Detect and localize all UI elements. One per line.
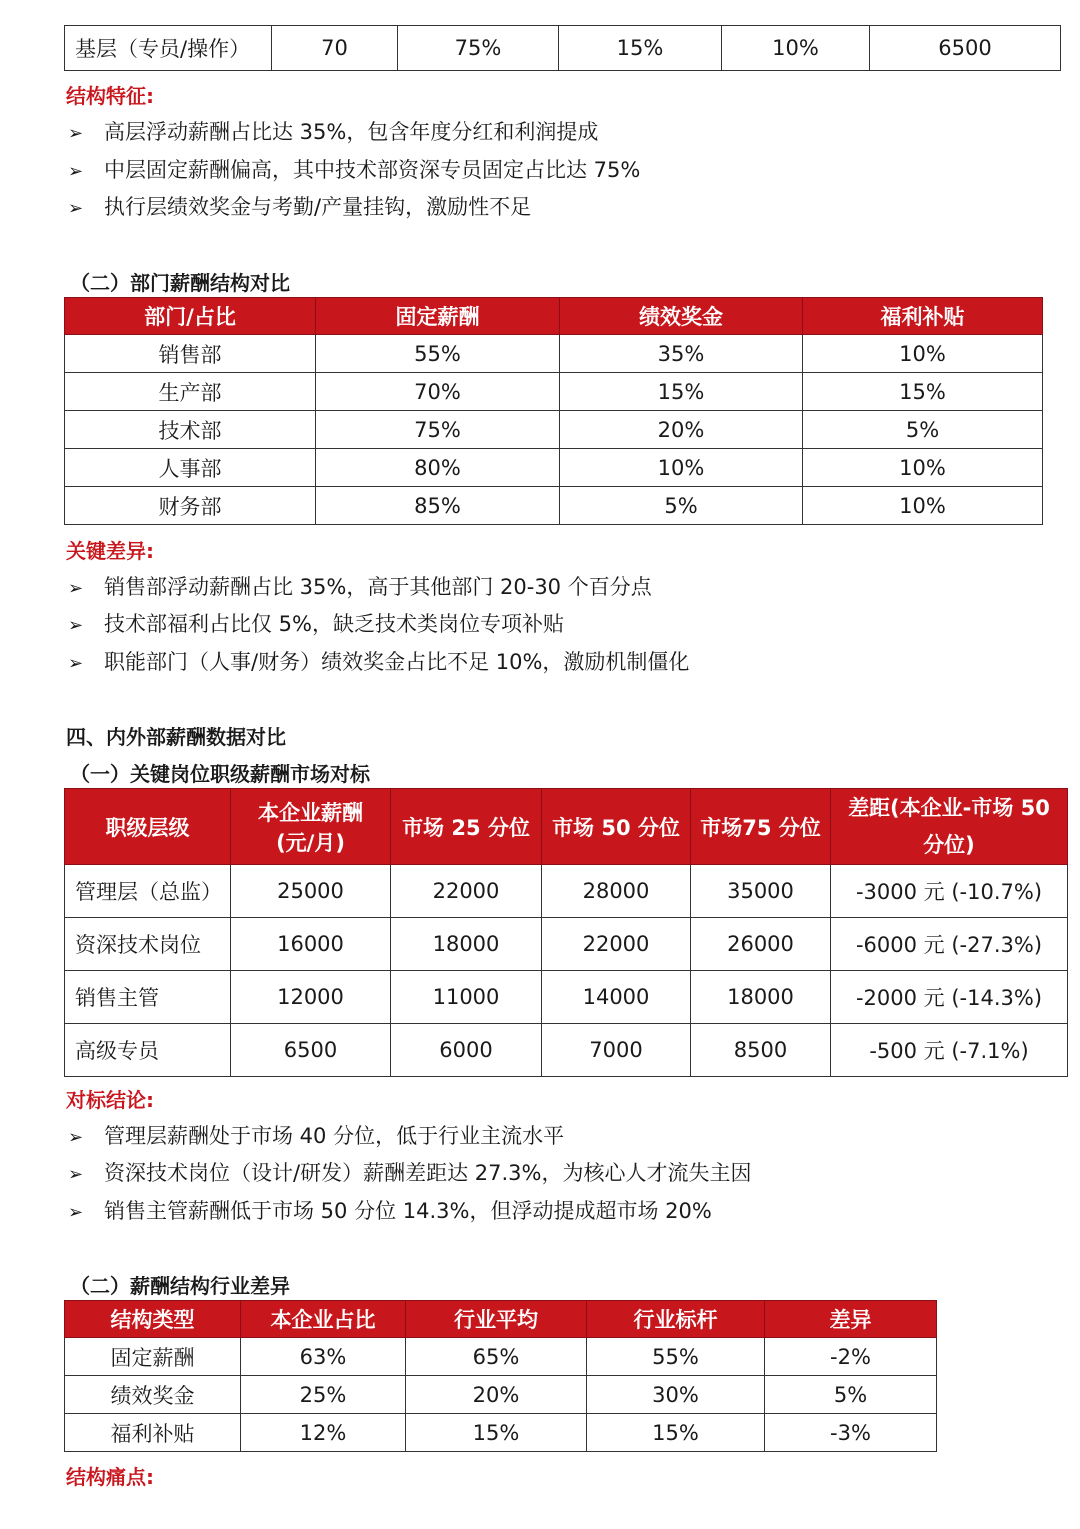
arrow-icon: ➢ [68, 123, 84, 144]
header-cell: 市场 25 分位 [391, 789, 542, 865]
cell: -6000 元 (-27.3%) [831, 918, 1068, 971]
cell: 销售主管 [65, 971, 231, 1024]
cell: 技术部 [65, 411, 316, 449]
arrow-icon: ➢ [68, 198, 84, 219]
cell: 75% [398, 26, 559, 71]
cell: 18000 [391, 918, 542, 971]
cell: -2% [765, 1338, 937, 1376]
table-row [65, 1376, 937, 1414]
structure-features-label: 结构特征: [66, 84, 154, 108]
cell: 10% [560, 449, 803, 487]
market-table [64, 788, 1068, 1077]
table-row [65, 1338, 937, 1376]
cell: 15% [587, 1414, 765, 1452]
header-cell: 市场 50 分位 [542, 789, 691, 865]
cell: 55% [587, 1338, 765, 1376]
cell: 基层（专员/操作） [65, 26, 272, 71]
cell: 人事部 [65, 449, 316, 487]
table-row [65, 26, 1061, 71]
header-cell: 福利补贴 [803, 298, 1043, 335]
cell: 22000 [542, 918, 691, 971]
cell: 绩效奖金 [65, 1376, 241, 1414]
cell: 生产部 [65, 373, 316, 411]
header-cell: 部门/占比 [65, 298, 316, 335]
header-cell: 市场75 分位 [691, 789, 831, 865]
header-cell: 行业标杆 [587, 1301, 765, 1338]
table-header [65, 298, 1043, 335]
cell: 35% [560, 335, 803, 373]
list-item: ➢ 资深技术岗位（设计/研发）薪酬差距达 27.3%，为核心人才流失主因 [68, 1161, 752, 1185]
benchmark-conclusion-label: 对标结论: [66, 1088, 154, 1112]
cell: 70% [316, 373, 560, 411]
cell: -2000 元 (-14.3%) [831, 971, 1068, 1024]
cell: 75% [316, 411, 560, 449]
cell: 8500 [691, 1024, 831, 1077]
list-item: ➢ 执行层绩效奖金与考勤/产量挂钩，激励性不足 [68, 195, 532, 219]
list-item: ➢ 技术部福利占比仅 5%，缺乏技术类岗位专项补贴 [68, 612, 564, 636]
header-cell: 本企业薪酬 (元/月) [231, 789, 391, 865]
arrow-icon: ➢ [68, 1202, 84, 1223]
cell: 福利补贴 [65, 1414, 241, 1452]
cell: 25000 [231, 865, 391, 918]
cell: 25% [241, 1376, 406, 1414]
cell: 资深技术岗位 [65, 918, 231, 971]
header-cell: 行业平均 [406, 1301, 587, 1338]
header-cell: 本企业占比 [241, 1301, 406, 1338]
cell: 10% [803, 449, 1043, 487]
header-cell: 结构类型 [65, 1301, 241, 1338]
list-item: ➢ 管理层薪酬处于市场 40 分位，低于行业主流水平 [68, 1124, 565, 1148]
table-header [65, 1301, 937, 1338]
cell: 70 [272, 26, 398, 71]
header-cell: 绩效奖金 [560, 298, 803, 335]
header-cell: 差距(本企业-市场 50 分位) [831, 789, 1068, 865]
table-row [65, 487, 1043, 525]
cell: 10% [722, 26, 870, 71]
cell: 30% [587, 1376, 765, 1414]
cell: 14000 [542, 971, 691, 1024]
arrow-icon: ➢ [68, 1164, 84, 1185]
cell: 63% [241, 1338, 406, 1376]
list-item: ➢ 高层浮动薪酬占比达 35%，包含年度分红和利润提成 [68, 120, 599, 144]
cell: 80% [316, 449, 560, 487]
cell: 5% [560, 487, 803, 525]
table-row [65, 373, 1043, 411]
key-differences-label: 关键差异: [66, 539, 154, 563]
cell: 20% [406, 1376, 587, 1414]
structure-pain-points-label: 结构痛点: [66, 1465, 154, 1489]
list-item: ➢ 销售部浮动薪酬占比 35%，高于其他部门 20-30 个百分点 [68, 575, 652, 599]
cell: 5% [803, 411, 1043, 449]
arrow-icon: ➢ [68, 578, 84, 599]
industry-section-title: （二）薪酬结构行业差异 [70, 1274, 290, 1298]
cell: 12000 [231, 971, 391, 1024]
cell: 10% [803, 335, 1043, 373]
cell: 20% [560, 411, 803, 449]
cell: -3000 元 (-10.7%) [831, 865, 1068, 918]
arrow-icon: ➢ [68, 1127, 84, 1148]
header-cell: 固定薪酬 [316, 298, 560, 335]
cell: 高级专员 [65, 1024, 231, 1077]
table-row [65, 1414, 937, 1452]
table-row [65, 918, 1068, 971]
cell: 18000 [691, 971, 831, 1024]
header-cell: 差异 [765, 1301, 937, 1338]
list-item: ➢ 销售主管薪酬低于市场 50 分位 14.3%，但浮动提成超市场 20% [68, 1199, 712, 1223]
cell: 16000 [231, 918, 391, 971]
table-row [65, 335, 1043, 373]
cell: 15% [803, 373, 1043, 411]
cell: 15% [559, 26, 722, 71]
cell: 55% [316, 335, 560, 373]
section4-subtitle: （一）关键岗位职级薪酬市场对标 [70, 762, 370, 786]
cell: 85% [316, 487, 560, 525]
table-row [65, 865, 1068, 918]
top-table [64, 25, 1061, 71]
header-cell: 职级层级 [65, 789, 231, 865]
cell: 5% [765, 1376, 937, 1414]
cell: 7000 [542, 1024, 691, 1077]
cell: 22000 [391, 865, 542, 918]
arrow-icon: ➢ [68, 161, 84, 182]
cell: 65% [406, 1338, 587, 1376]
cell: 10% [803, 487, 1043, 525]
table-row [65, 449, 1043, 487]
arrow-icon: ➢ [68, 615, 84, 636]
cell: 财务部 [65, 487, 316, 525]
cell: 6500 [870, 26, 1061, 71]
list-item: ➢ 职能部门（人事/财务）绩效奖金占比不足 10%，激励机制僵化 [68, 650, 690, 674]
cell: 15% [560, 373, 803, 411]
section4-title: 四、内外部薪酬数据对比 [66, 725, 286, 749]
dept-section-title: （二）部门薪酬结构对比 [70, 271, 290, 295]
table-row [65, 411, 1043, 449]
cell: 35000 [691, 865, 831, 918]
table-row [65, 971, 1068, 1024]
arrow-icon: ➢ [68, 653, 84, 674]
cell: 26000 [691, 918, 831, 971]
cell: 11000 [391, 971, 542, 1024]
cell: 15% [406, 1414, 587, 1452]
cell: 管理层（总监） [65, 865, 231, 918]
cell: 固定薪酬 [65, 1338, 241, 1376]
cell: 销售部 [65, 335, 316, 373]
dept-table [64, 297, 1043, 525]
list-item: ➢ 中层固定薪酬偏高，其中技术部资深专员固定占比达 75% [68, 158, 641, 182]
industry-table [64, 1300, 937, 1452]
table-header [65, 789, 1068, 865]
cell: -3% [765, 1414, 937, 1452]
table-row [65, 1024, 1068, 1077]
cell: 6500 [231, 1024, 391, 1077]
cell: -500 元 (-7.1%) [831, 1024, 1068, 1077]
cell: 6000 [391, 1024, 542, 1077]
cell: 28000 [542, 865, 691, 918]
cell: 12% [241, 1414, 406, 1452]
